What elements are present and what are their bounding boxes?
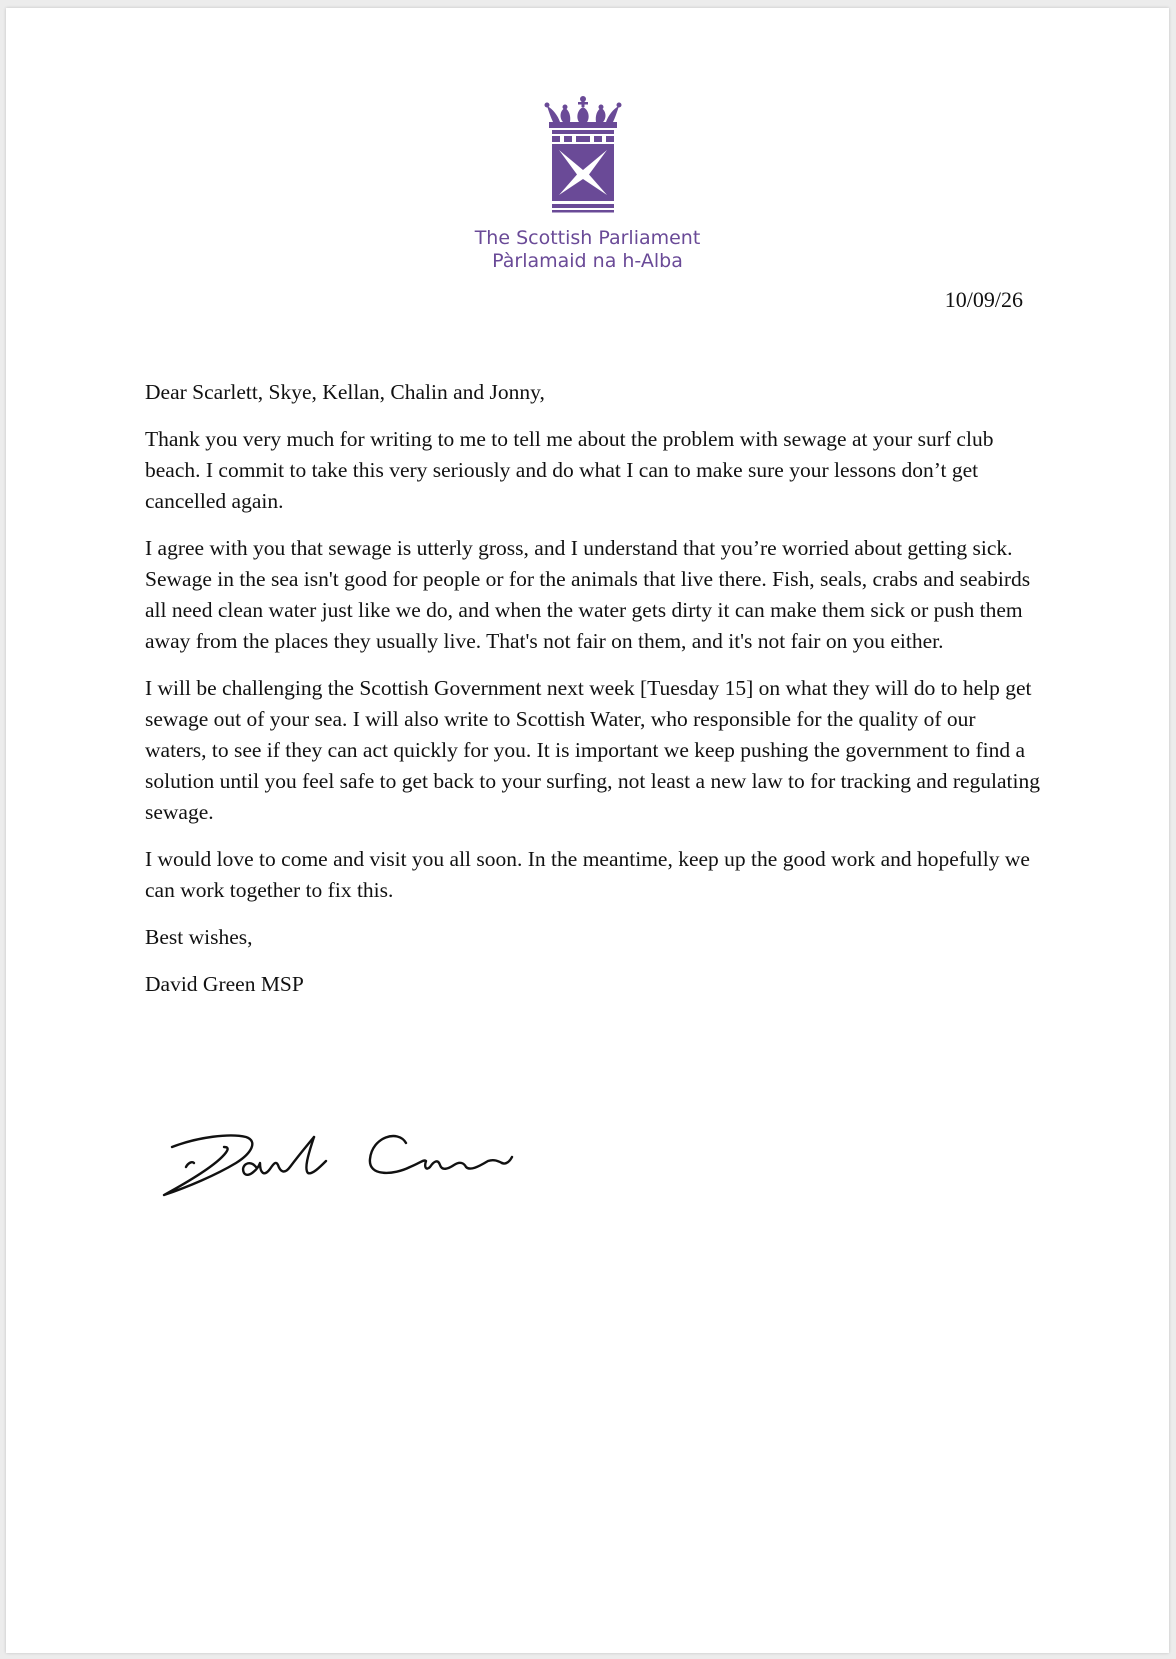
paragraph: I would love to come and visit you all soon. In the meantime, keep up the good work and hopefully we can work together to fix this. bbox=[145, 847, 1030, 902]
organisation-name-gaelic: Pàrlamaid na h-Alba bbox=[492, 250, 683, 272]
handwritten-signature-icon bbox=[158, 1103, 538, 1203]
paragraph: Thank you very much for writing to me to tell me about the problem with sewage at your surf club beach. I commit to take this very seriously and do what I can to make sure your lessons don’t get cancelled again. bbox=[145, 427, 994, 513]
crown-saltire-crest-icon bbox=[543, 96, 623, 222]
organisation-name-english: The Scottish Parliament bbox=[474, 227, 701, 249]
letter-page bbox=[6, 8, 1169, 1653]
closing: Best wishes, bbox=[145, 925, 253, 949]
salutation: Dear Scarlett, Skye, Kellan, Chalin and Jonny, bbox=[145, 380, 545, 404]
letter-date: 10/09/26 bbox=[944, 287, 1023, 312]
letter-body bbox=[145, 377, 1040, 1016]
signatory-name: David Green MSP bbox=[145, 972, 304, 996]
paragraph: I will be challenging the Scottish Government next week [Tuesday 15] on what they will do to help get sewage out of your sea. I will also write to Scottish Water, who responsible for the quality of our waters, to see if they can act quickly for you. It is important we keep pushing the government to find a solution until you feel safe to get back to your surfing, not least a new law to for tracking and regulating sewage. bbox=[145, 676, 1041, 824]
paragraph: I agree with you that sewage is utterly gross, and I understand that you’re worried about getting sick. Sewage in the sea isn't good for people or for the animals that live there. Fish, seals, crabs and seabirds all need clean water just like we do, and when the water gets dirty it can make them sick or push them away from the places they usually live. That's not fair on them, and it's not fair on you either. bbox=[145, 536, 1031, 653]
